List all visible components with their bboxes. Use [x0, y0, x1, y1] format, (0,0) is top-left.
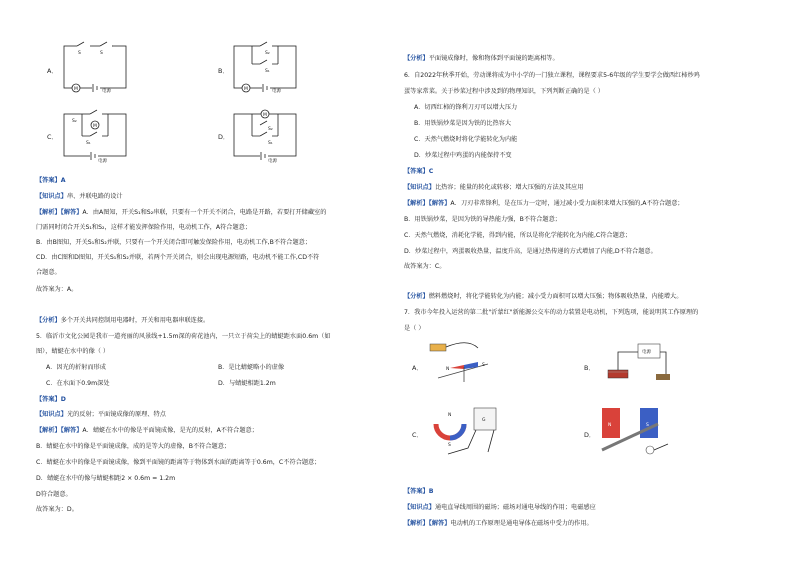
q6-option-b[interactable]: B．用铁锅炒菜是因为铁的比热容大 [414, 120, 512, 127]
circuit-diagram-a [62, 40, 132, 96]
q4-knowledge-point: 【知识点】串、并联电路的设计 [36, 193, 123, 200]
q7-knowledge-point: 【知识点】通电直导线周围的磁场；磁场对通电导线的作用；电磁感应 [404, 504, 596, 511]
q5-answer: 【答案】D [36, 396, 66, 403]
figure-electromagnetic-induction [428, 404, 502, 460]
q5-summary: 【分析】平面镜成像时，像和物体到平面镜的距离相等。 [404, 55, 559, 62]
q6-analysis-line: B．用铁锅炒菜，是因为铁的导热能力强，B不符合题意； [404, 216, 561, 223]
q4-analysis-line: 【解析】【解答】A．由A图知，开关S₁和S₂串联，只要有一个开关不闭合，电路是开路，若要打开储藏室的 [36, 209, 327, 216]
q4-option-c-label[interactable]: C． [47, 133, 58, 141]
q7-option-d-label[interactable]: D． [584, 431, 596, 439]
q4-option-d-label[interactable]: D． [218, 133, 230, 141]
motor-symbol: M [74, 87, 78, 92]
q6-stem: 蛋等家常菜。关于炒菜过程中涉及到的物理知识，下列判断正确的是（ ） [404, 88, 604, 95]
q5-analysis-line: 【解析】【解答】A．蜻蜓在水中的像是平面镜成像，是光的反射，A不符合题意； [36, 427, 258, 434]
q6-option-d[interactable]: D．炒菜过程中鸡蛋的内能保持不变 [414, 152, 512, 159]
fig-a-s-label: S [482, 363, 485, 368]
q7-stem: 是（ ） [404, 325, 425, 332]
svg-text:S₁: S₁ [265, 69, 270, 74]
q6-final-answer: 故答案为：C。 [404, 263, 446, 270]
svg-text:N: N [448, 413, 452, 418]
q4-analysis-line: B．由B图知，开关S₁和S₂并联，只要有一个开关闭合即可触发保险作用，电动机工作,B不符合题意； [36, 239, 312, 246]
switch-s2-label: S [100, 51, 103, 56]
q6-option-c[interactable]: C．天然气燃烧时将化学能转化为内能 [414, 136, 518, 143]
circuit-diagram-b [232, 40, 302, 96]
svg-text:M: M [244, 87, 248, 92]
switch-s1-label: S [78, 51, 81, 56]
q6-stem: 6．自2022年秋季开始，劳动课将成为中小学的一门独立课程，课程要求5-6年级的学生要学会做西红柿炒鸡 [404, 72, 700, 79]
circuit-diagram-d [232, 108, 302, 164]
q6-knowledge-point: 【知识点】比热容；能量的转化或转移；增大压强的方法及其应用 [404, 184, 584, 191]
power-label: 电源 [102, 89, 111, 94]
q4-analysis-line: 门需同时闭合开关S₁和S₂，这样才能发挥保险作用，电动机工作，A符合题意； [36, 224, 252, 231]
q4-final-answer: 故答案为：A。 [36, 286, 78, 293]
svg-text:S₁: S₁ [268, 141, 273, 146]
q5-option-b[interactable]: B．是比蜻蜓略小的虚像 [218, 364, 285, 371]
q5-knowledge-point: 【知识点】光的反射；平面镜成像的原理、特点 [36, 411, 166, 418]
q5-stem: 5．临沂市文化公园是我市一道亮丽的风景线+1.5m深的荷花池内，一只立于荷尖上的蜻蜓距水面0.6m（如 [36, 333, 331, 340]
q5-analysis-line: C．蜻蜓在水中的像是平面镜成像，像到平面镜的距离等于物体到水面的距离等于0.6m，C不符合题意； [36, 459, 321, 466]
svg-text:电源: 电源 [98, 159, 107, 164]
q5-analysis-line: D．蜻蜓在水中的像与蜻蜓相距2 × 0.6m = 1.2m [36, 475, 176, 482]
q6-summary: 【分析】燃料燃烧时，将化学能转化为内能；减小受力面积可以增大压强；物体吸收热量，内能增大。 [404, 293, 683, 300]
q4-option-a-label[interactable]: A． [47, 67, 58, 75]
q5-analysis-line: D符合题意。 [36, 491, 72, 498]
q5-analysis-line: B．蜻蜓在水中的像是平面镜成像，成的是等大的虚像，B不符合题意； [36, 443, 231, 450]
q4-option-b-label[interactable]: B． [218, 67, 229, 75]
svg-text:M: M [263, 113, 267, 118]
svg-text:M: M [93, 124, 97, 129]
q5-option-a[interactable]: A．因光的折射而形成 [46, 364, 106, 371]
figure-generator-magnets [598, 404, 678, 460]
q7-stem: 7．我市今年投入运营的第二批"沂蒙红"新能源公交车的动力装置是电动机，下列选项，能说明其工作原理的 [404, 309, 699, 316]
q4-summary: 【分析】多个开关共同控制用电器时，开关和用电器串联连接。 [36, 317, 210, 324]
svg-text:S₂: S₂ [265, 51, 270, 56]
q6-answer: 【答案】C [404, 168, 434, 175]
svg-text:电源: 电源 [272, 89, 281, 94]
fig-c-galvanometer-label: G [482, 418, 486, 423]
q7-option-c-label[interactable]: C． [412, 431, 423, 439]
q6-analysis-line: D．炒菜过程中，鸡蛋吸收热量，温度升高，是通过热传递的方式增加了内能,D不符合题意。 [404, 248, 657, 255]
figure-oersted-experiment [428, 338, 498, 386]
q6-option-a[interactable]: A．切西红柿的锋利刀刃可以增大压力 [414, 104, 518, 111]
q7-option-a-label[interactable]: A． [412, 364, 423, 372]
q5-option-d[interactable]: D．与蜻蜓相距1.2m [218, 380, 276, 387]
svg-text:电源: 电源 [268, 159, 277, 164]
svg-text:S₁: S₁ [86, 141, 91, 146]
svg-text:S: S [646, 423, 649, 428]
svg-text:S₂: S₂ [72, 119, 77, 124]
svg-text:N: N [608, 423, 612, 428]
figure-conductor-in-magnetic-field [598, 340, 672, 386]
q4-analysis-line: CD．由C图和D图知，开关S₁和S₂并联，若两个开关闭合，则会出现电源短路，电动机不能工作,CD不符 [36, 254, 320, 261]
q7-analysis: 【解析】【解答】电动机的工作原理是通电导体在磁场中受力的作用。 [404, 520, 593, 527]
circuit-diagram-c [62, 108, 132, 164]
q5-stem: 图），蜻蜓在水中的像（ ） [36, 348, 110, 355]
q6-analysis-line: 【解析】【解答】A．刀刃非常锋利，是在压力一定时，通过减小受力面积来增大压强的,A不符合题意； [404, 200, 684, 207]
svg-text:S₂: S₂ [268, 127, 273, 132]
q5-final-answer: 故答案为：D。 [36, 506, 78, 513]
fig-b-power-label: 电源 [642, 350, 651, 355]
svg-text:S: S [448, 443, 451, 448]
q4-answer: 【答案】A [36, 177, 66, 184]
q6-analysis-line: C．天然气燃烧，消耗化学能，得到内能，所以是将化学能转化为内能,C符合题意； [404, 232, 632, 239]
fig-a-n-label: N [446, 367, 450, 372]
q5-option-c[interactable]: C．在水面下0.9m深处 [46, 380, 110, 387]
q7-option-b-label[interactable]: B． [584, 364, 595, 372]
q7-answer: 【答案】B [404, 488, 434, 495]
q4-analysis-line: 合题意。 [36, 269, 61, 276]
